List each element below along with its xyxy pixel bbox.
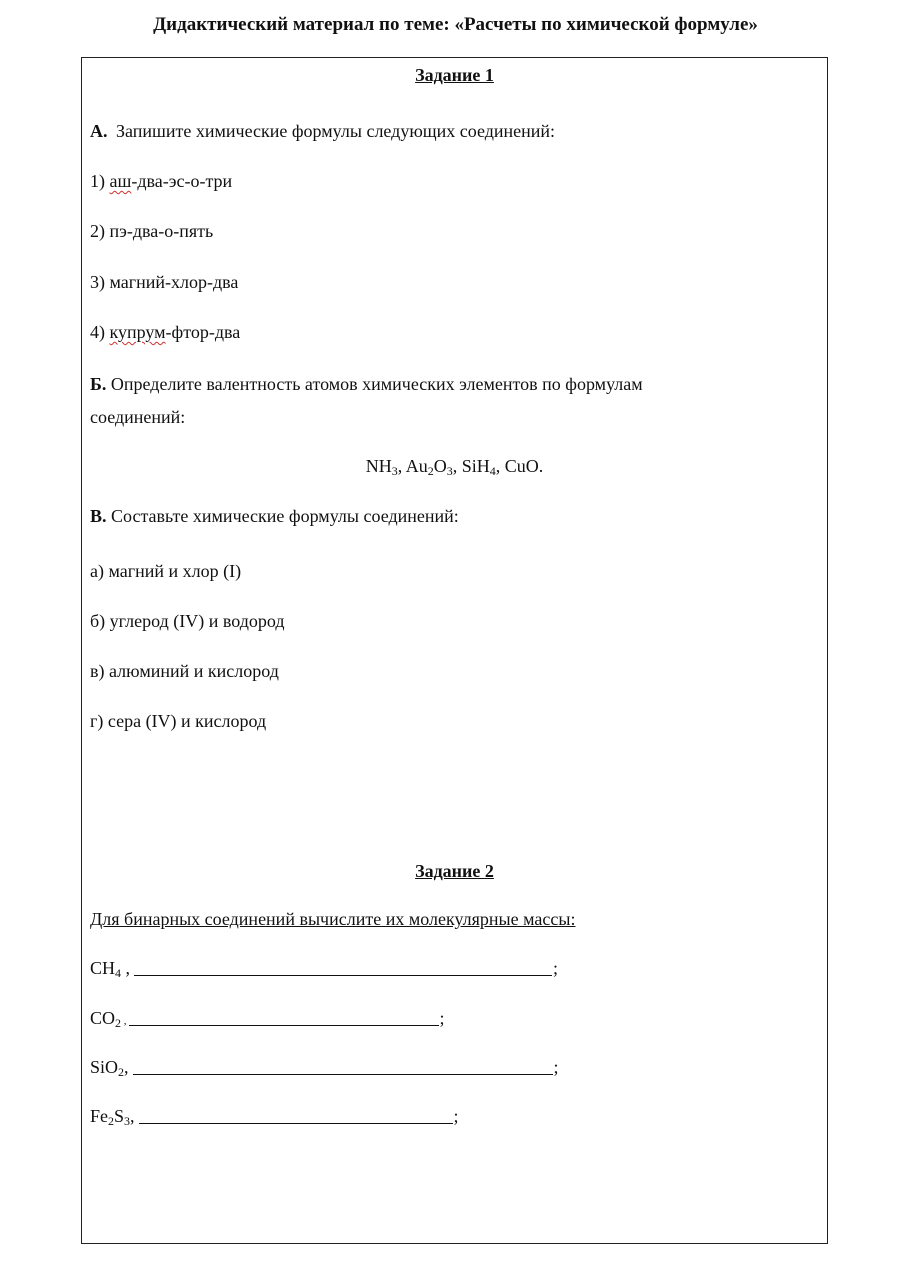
part-a-text: Запишите химические формулы следующих соединений: xyxy=(116,121,556,141)
item-text: -два-эс-о-три xyxy=(131,171,233,191)
part-b-line-1 xyxy=(90,372,643,396)
item-number: 3) xyxy=(90,272,105,292)
row-end: ; xyxy=(553,1057,559,1077)
formula-text: , CuO. xyxy=(495,456,544,476)
formula-suffix: , xyxy=(124,1057,129,1077)
mass-row-co2 xyxy=(90,1006,445,1033)
formula-subscript: 2 xyxy=(427,464,434,478)
part-a-line xyxy=(90,119,555,143)
formula-subscript: 3 xyxy=(391,464,398,478)
formula-suffix: , xyxy=(130,1106,135,1126)
row-end: ; xyxy=(439,1008,445,1028)
formula-subscript: 2 xyxy=(118,1065,125,1079)
task1-heading: Задание 1 xyxy=(415,65,494,85)
formula-subscript: 2 xyxy=(108,1114,114,1128)
item-number: 4) xyxy=(90,322,105,342)
formula-subscript: 3 xyxy=(124,1114,131,1128)
part-a-item-4 xyxy=(90,320,240,344)
formula-text: O xyxy=(433,456,447,476)
misspelled-word: аш xyxy=(109,171,132,191)
formula-suffix: , xyxy=(121,1015,127,1027)
formula-text: S xyxy=(114,1106,125,1126)
part-b-marker: Б. xyxy=(90,374,107,394)
item-text: пэ-два-о-пять xyxy=(109,221,214,241)
part-v-line xyxy=(90,504,459,528)
part-v-item-v: в) алюминий и кислород xyxy=(90,661,279,681)
answer-blank[interactable] xyxy=(133,1056,553,1075)
formula-text: NH xyxy=(365,456,392,476)
row-end: ; xyxy=(453,1106,459,1126)
formula-text: , Au xyxy=(397,456,428,476)
formula-suffix: , xyxy=(121,958,131,978)
answer-blank[interactable] xyxy=(129,1007,439,1026)
mass-row-ch4 xyxy=(90,956,558,980)
item-number: 1) xyxy=(90,171,105,191)
formula-text: Fe xyxy=(90,1106,108,1126)
part-b-line-2: соединений: xyxy=(90,407,186,427)
formula-subscript: 2 xyxy=(115,1016,122,1030)
part-v-text: Составьте химические формулы соединений: xyxy=(111,506,459,526)
part-b-text: Определите валентность атомов химических элементов по формулам xyxy=(110,374,643,394)
valence-formulas xyxy=(81,454,828,478)
formula-text: , SiH xyxy=(452,456,490,476)
part-v-item-a: а) магний и хлор (I) xyxy=(90,561,242,581)
item-text: -фтор-два xyxy=(165,322,241,342)
formula-text: CO xyxy=(90,1008,116,1028)
part-a-item-1 xyxy=(90,169,232,193)
item-number: 2) xyxy=(90,221,105,241)
answer-blank[interactable] xyxy=(139,1105,453,1124)
answer-blank[interactable] xyxy=(134,957,552,976)
formula-text: CH xyxy=(90,958,116,978)
part-v-item-g: г) сера (IV) и кислород xyxy=(90,711,267,731)
part-a-item-2 xyxy=(90,219,213,243)
part-v-item-b: б) углерод (IV) и водород xyxy=(90,611,285,631)
task2-instruction: Для бинарных соединений вычислите их молекулярные массы: xyxy=(90,909,576,929)
misspelled-word: купрум xyxy=(109,322,166,342)
part-a-marker: А. xyxy=(90,121,108,141)
formula-subscript: 3 xyxy=(446,464,453,478)
mass-row-sio2 xyxy=(90,1055,559,1079)
part-a-item-3 xyxy=(90,270,238,294)
mass-row-fe2s3 xyxy=(90,1104,459,1128)
formula-text: SiO xyxy=(90,1057,119,1077)
part-v-marker: В. xyxy=(90,506,107,526)
task2-heading: Задание 2 xyxy=(415,861,494,881)
row-end: ; xyxy=(553,958,559,978)
item-text: магний-хлор-два xyxy=(109,272,239,292)
formula-subscript: 4 xyxy=(489,464,496,478)
document-title: Дидактический материал по теме: «Расчеты по химической формуле» xyxy=(153,14,758,35)
formula-subscript: 4 xyxy=(115,966,122,980)
